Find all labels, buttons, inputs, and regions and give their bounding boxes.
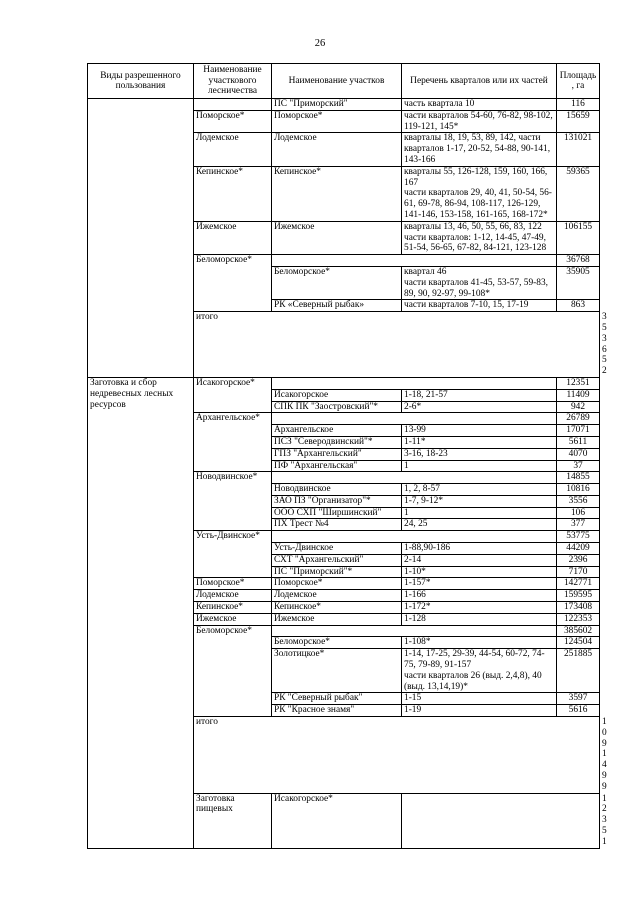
plot-cell: ПСЗ "Северодвинский"* — [272, 436, 402, 448]
plot-cell: ПС "Приморский" — [272, 99, 402, 111]
forest-use-table — [87, 63, 607, 849]
use-cell — [88, 99, 194, 378]
quarters-line: части кварталов 26 (выд. 2,4,8), 40 (выд. 13,14,19)* — [404, 670, 542, 692]
area-cell: 173408 — [557, 602, 600, 614]
empty-cell — [272, 377, 557, 389]
empty-cell — [272, 255, 557, 267]
quarters-cell — [402, 649, 557, 693]
area-cell: 3556 — [557, 495, 600, 507]
area-cell: 122353 — [557, 613, 600, 625]
empty-cell — [272, 472, 557, 484]
area-cell: 15659 — [557, 110, 600, 133]
area-cell: 12351 — [557, 377, 600, 389]
area-cell: 53775 — [557, 531, 600, 543]
forestry-cell: Беломорское* — [194, 255, 272, 312]
area-cell: 106155 — [557, 221, 600, 254]
area-cell: 37 — [557, 460, 600, 472]
quarters-cell: 3-16, 18-23 — [402, 448, 557, 460]
header-area: Площадь, га — [557, 64, 600, 99]
area-cell: 14855 — [557, 472, 600, 484]
area-cell: 142771 — [557, 578, 600, 590]
area-cell: 131021 — [557, 133, 600, 166]
quarters-cell: 1-19 — [402, 705, 557, 717]
quarters-cell — [402, 266, 557, 299]
quarters-cell: 1-88,90-186 — [402, 543, 557, 555]
plot-cell: Лодемское — [272, 133, 402, 166]
header-row — [88, 64, 600, 99]
area-cell: 116 — [557, 99, 600, 111]
plot-cell: Усть-Двинское — [272, 543, 402, 555]
total-label: итого — [194, 312, 600, 378]
use-cell: Заготовка пищевых — [194, 793, 272, 848]
quarters-cell: 1-128 — [402, 613, 557, 625]
plot-cell: РК "Северный рыбак" — [272, 693, 402, 705]
area-cell: 10816 — [557, 484, 600, 496]
total-label: итого — [194, 717, 600, 794]
quarters-cell: 1-157* — [402, 578, 557, 590]
total-row: итого 353652 — [88, 312, 600, 378]
plot-cell: Поморское* — [272, 110, 402, 133]
plot-cell: Ижемское — [272, 221, 402, 254]
area-cell: 59365 — [557, 166, 600, 221]
quarters-cell: части кварталов 7-10, 15, 17-19 — [402, 300, 557, 312]
forestry-cell: Усть-Двинское* — [194, 531, 272, 578]
empty-cell — [402, 793, 600, 848]
area-cell: 863 — [557, 300, 600, 312]
quarters-line: части кварталов 41-45, 53-57, 59-83, 89, 90, 92-97, 99-108* — [404, 277, 549, 299]
plot-cell: РК «Северный рыбак» — [272, 300, 402, 312]
forestry-cell: Беломорское* — [194, 625, 272, 716]
plot-cell: ПХ Трест №4 — [272, 519, 402, 531]
plot-cell: СХТ "Архангельский" — [272, 554, 402, 566]
forestry-cell: Кепинское* — [194, 166, 272, 221]
quarters-cell: 1, 2, 8-57 — [402, 484, 557, 496]
area-cell: 159595 — [557, 590, 600, 602]
quarters-cell: 1-166 — [402, 590, 557, 602]
plot-cell: Новодвинское — [272, 484, 402, 496]
area-cell: 11409 — [557, 389, 600, 401]
plot-cell: Лодемское — [272, 590, 402, 602]
area-cell: 385602 — [557, 625, 600, 637]
plot-cell: СПК ПК "Заостровский"* — [272, 401, 402, 413]
forestry-cell: Исакогорское* — [194, 377, 272, 412]
forestry-cell: Ижемское — [194, 613, 272, 625]
plot-cell: ПФ "Архангельская" — [272, 460, 402, 472]
empty-cell — [272, 625, 557, 637]
use-cell: Заготовка и сбор недревесных лесных ресурсов — [88, 377, 194, 848]
table-row — [88, 377, 600, 389]
quarters-cell: 1 — [402, 460, 557, 472]
table-row: Заготовка пищевых Исакогорское* 12351 — [88, 793, 600, 848]
forestry-cell: Кепинское* — [194, 602, 272, 614]
forestry-cell: Поморское* — [194, 110, 272, 133]
area-cell: 26789 — [557, 413, 600, 425]
area-cell: 106 — [557, 507, 600, 519]
plot-cell: Архангельское — [272, 425, 402, 437]
quarters-cell — [402, 166, 557, 221]
quarters-cell: 13-99 — [402, 425, 557, 437]
plot-cell: Поморское* — [272, 578, 402, 590]
quarters-cell: 1-108* — [402, 637, 557, 649]
area-cell: 2396 — [557, 554, 600, 566]
plot-cell: Исакогорское — [272, 389, 402, 401]
area-cell: 44209 — [557, 543, 600, 555]
quarters-cell: 1-11* — [402, 436, 557, 448]
area-cell: 7170 — [557, 566, 600, 578]
area-cell: 124504 — [557, 637, 600, 649]
plot-cell: ГПЗ "Архангельский" — [272, 448, 402, 460]
forestry-cell: Лодемское — [194, 590, 272, 602]
plot-cell: Кепинское* — [272, 166, 402, 221]
quarters-cell: 1 — [402, 507, 557, 519]
page-number: 26 — [314, 38, 326, 49]
plot-cell: Беломорское* — [272, 637, 402, 649]
area-cell: 5616 — [557, 705, 600, 717]
forestry-cell — [194, 99, 272, 111]
forestry-cell: Ижемское — [194, 221, 272, 254]
quarters-cell: 2-14 — [402, 554, 557, 566]
area-cell: 4070 — [557, 448, 600, 460]
area-cell: 942 — [557, 401, 600, 413]
forestry-cell: Архангельское* — [194, 413, 272, 472]
area-cell: 36768 — [557, 255, 600, 267]
plot-cell: Беломорское* — [272, 266, 402, 299]
table-row — [88, 99, 600, 111]
plot-cell: Ижемское — [272, 613, 402, 625]
quarters-cell: кварталы 18, 19, 53, 89, 142, части кварталов 1-17, 20-52, 54-88, 90-141, 143-166 — [402, 133, 557, 166]
quarters-cell: 1-7, 9-12* — [402, 495, 557, 507]
total-row: итого 1091499 — [88, 717, 600, 794]
quarters-cell: 1-172* — [402, 602, 557, 614]
plot-cell: ООО СХП "Ширшинский" — [272, 507, 402, 519]
quarters-line: части кварталов: 1-12, 14-45, 47-49, 51-54, 56-65, 67-82, 84-121, 123-128 — [404, 232, 547, 254]
plot-cell: РК "Красное знамя" — [272, 705, 402, 717]
header-quarters: Перечень кварталов или их частей — [402, 64, 557, 99]
quarters-line: кварталы 55, 126-128, 159, 160, 166, 167 — [404, 166, 548, 188]
header-forestry: Наименование участкового лесничества — [194, 64, 272, 99]
empty-cell — [272, 413, 557, 425]
area-cell: 3597 — [557, 693, 600, 705]
quarters-line: части кварталов 29, 40, 41, 50-54, 56-61, 69-78, 86-94, 108-117, 126-129, 141-146, 153-158, 161-165, 168-172* — [404, 188, 552, 220]
empty-cell — [272, 531, 557, 543]
quarters-line: кварталы 13, 46, 50, 55, 66, 83, 122 — [404, 221, 542, 232]
quarters-cell: части кварталов 54-60, 76-82, 98-102, 119-121, 145* — [402, 110, 557, 133]
quarters-line: 1-14, 17-25, 29-39, 44-54, 60-72, 74-75, 79-89, 91-157 — [404, 649, 545, 671]
forestry-cell: Лодемское — [194, 133, 272, 166]
forestry-cell: Исакогорское* — [272, 793, 402, 848]
area-cell: 17071 — [557, 425, 600, 437]
plot-cell: Кепинское* — [272, 602, 402, 614]
quarters-cell: 1-18, 21-57 — [402, 389, 557, 401]
forestry-cell: Новодвинское* — [194, 472, 272, 531]
area-cell: 251885 — [557, 649, 600, 693]
area-cell: 377 — [557, 519, 600, 531]
plot-cell: Золотицкое* — [272, 649, 402, 693]
quarters-cell: 1-15 — [402, 693, 557, 705]
quarters-cell: 24, 25 — [402, 519, 557, 531]
header-use: Виды разрешенного пользования — [88, 64, 194, 99]
forestry-cell: Поморское* — [194, 578, 272, 590]
header-plots: Наименование участков — [272, 64, 402, 99]
quarters-cell — [402, 221, 557, 254]
quarters-cell: часть квартала 10 — [402, 99, 557, 111]
plot-cell: ПС "Приморский"* — [272, 566, 402, 578]
area-cell: 5611 — [557, 436, 600, 448]
plot-cell: ЗАО ПЗ "Организатор"* — [272, 495, 402, 507]
quarters-cell: 1-10* — [402, 566, 557, 578]
area-cell: 35905 — [557, 266, 600, 299]
quarters-cell: 2-6* — [402, 401, 557, 413]
quarters-line: квартал 46 — [404, 266, 447, 277]
